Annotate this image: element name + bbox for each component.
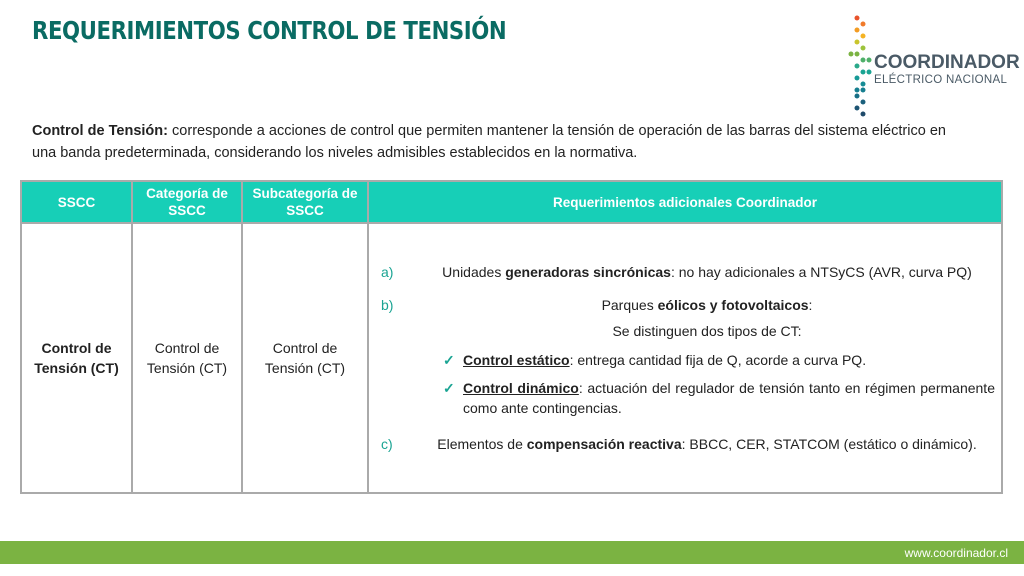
- header-requerimientos: Requerimientos adicionales Coordinador: [368, 181, 1002, 223]
- check-text: : entrega cantidad fija de Q, acorde a curva PQ.: [569, 352, 867, 368]
- table-header-row: [21, 181, 1002, 223]
- item-bold: compensación reactiva: [526, 436, 682, 452]
- checkmark-icon: ✓: [443, 352, 455, 368]
- item-marker: c): [381, 436, 393, 452]
- requirements-list: [375, 262, 995, 454]
- intro-text: corresponde a acciones de control que permiten mantener la tensión de operación de las barras del sistema eléctrico en una banda predeterminada, considerando los niveles admisibles establecidos en la normativa.: [32, 123, 946, 161]
- check-item: [375, 350, 995, 370]
- footer-url[interactable]: www.coordinador.cl: [904, 546, 1008, 560]
- item-marker: a): [381, 264, 394, 280]
- check-item: [375, 378, 995, 418]
- logo-name: COORDINADOR: [874, 52, 1020, 73]
- cell-requerimientos: [368, 223, 1002, 493]
- item-subtext: Se distinguen dos tipos de CT:: [612, 323, 802, 339]
- page-title: REQUERIMIENTOS CONTROL DE TENSIÓN: [32, 16, 507, 45]
- coordinador-logo: [848, 14, 1020, 118]
- cell-subcategoria: Control de Tensión (CT): [242, 223, 368, 493]
- cell-categoria: Control de Tensión (CT): [132, 223, 242, 493]
- check-term: Control estático: [463, 352, 570, 368]
- item-marker: b): [381, 297, 394, 313]
- logo-subtitle: ELÉCTRICO NACIONAL: [874, 74, 1008, 86]
- item-text: : BBCC, CER, STATCOM (estático o dinámico).: [681, 436, 977, 452]
- item-text: : no hay adicionales a NTSyCS (AVR, curva PQ): [670, 264, 972, 280]
- intro-paragraph: [32, 120, 946, 164]
- item-bold: eólicos y fotovoltaicos: [657, 297, 809, 313]
- header-categoria: Categoría de SSCC: [132, 181, 242, 223]
- item-text: Parques: [601, 297, 658, 313]
- check-text: : actuación del regulador de tensión tanto en régimen permanente como ante contingencias.: [463, 380, 995, 416]
- table-row: [21, 223, 1002, 493]
- list-item: [375, 295, 995, 341]
- check-term: Control dinámico: [463, 380, 579, 396]
- item-text: :: [808, 297, 813, 313]
- item-bold: generadoras sincrónicas: [505, 264, 671, 280]
- requirements-table: [20, 180, 1003, 494]
- item-text: Unidades: [442, 264, 506, 280]
- header-subcategoria: Subcategoría de SSCC: [242, 181, 368, 223]
- list-item: [375, 262, 995, 282]
- footer-bar: [0, 541, 1024, 564]
- list-item: [375, 434, 995, 454]
- cell-sscc: Control de Tensión (CT): [21, 223, 132, 493]
- checkmark-icon: ✓: [443, 380, 455, 396]
- item-text: Elementos de: [437, 436, 527, 452]
- header-sscc: SSCC: [21, 181, 132, 223]
- intro-term: Control de Tensión:: [32, 123, 168, 139]
